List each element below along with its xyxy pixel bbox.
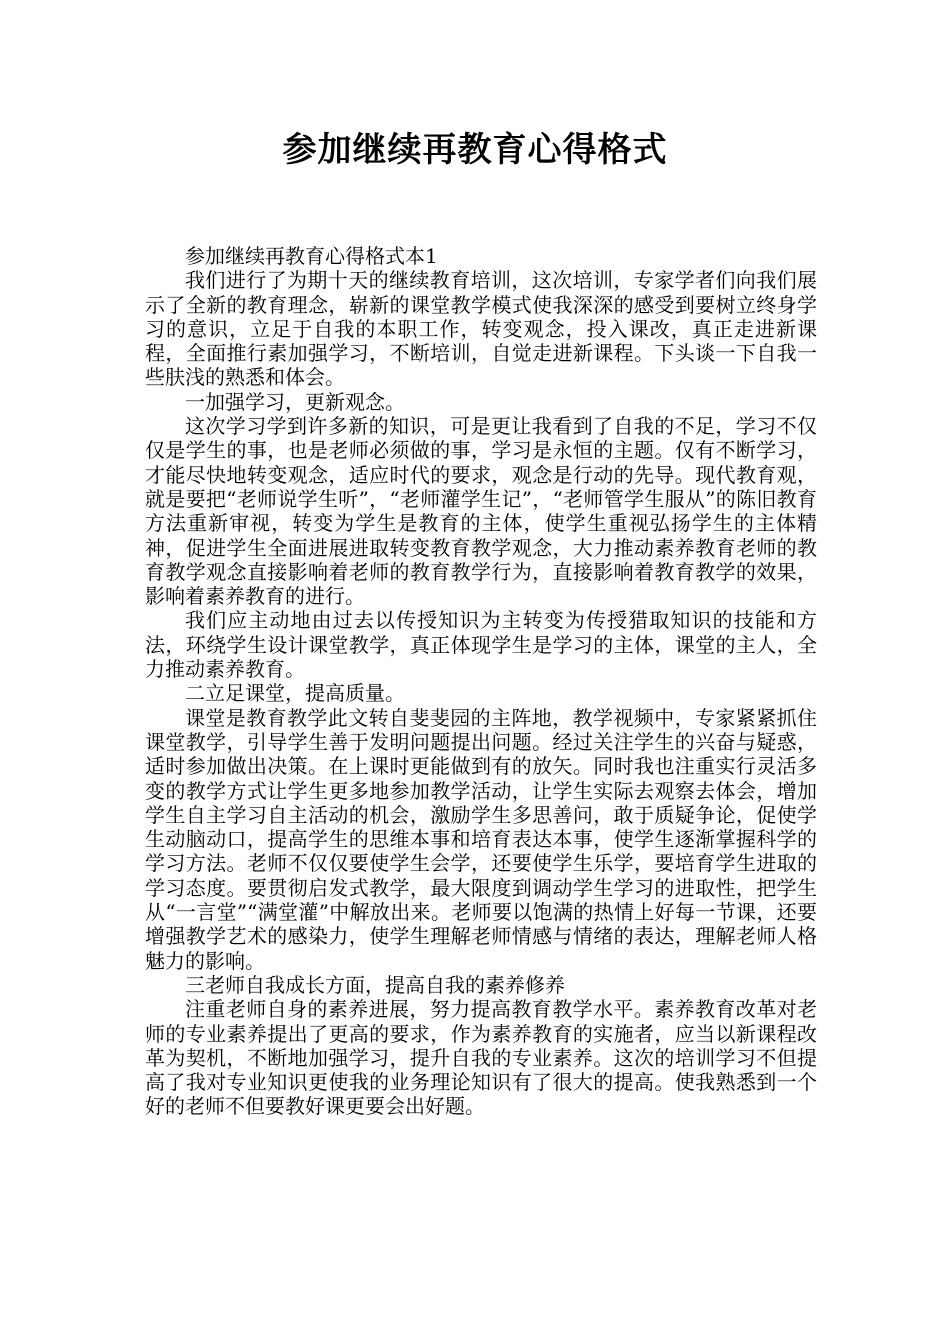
body-paragraph: 课堂是教育教学此文转自斐斐园的主阵地，教学视频中，专家紧紧抓住课堂教学，引导学生善于发明问题提出问题。经过关注学生的兴奋与疑惑，适时参加做出决策。在上课时更能做到有的放矢。同时我也注重实行灵活多变的教学方式让学生更多地参加教学活动，让学生实际去观察去体会，增加学生自主学习自主活动的机会，激励学生多思善问，敢于质疑争论，促使学生动脑动口，提高学生的思维本事和培育表达本事，使学生逐渐掌握科学的学习方法。老师不仅仅要使学生会学，还要使学生乐学，要培育学生进取的学习态度。要贯彻启发式教学，最大限度到调动学生学习的进取性，把学生从“一言堂”“满堂灌”中解放出来。老师要以饱满的热情上好每一节课，还要增强教学艺术的感染力，使学生理解老师情感与情绪的表达，理解老师人格魅力的影响。 bbox=[145, 705, 817, 973]
body-paragraph: 这次学习学到许多新的知识，可是更让我看到了自我的不足，学习不仅仅是学生的事，也是老师必须做的事，学习是永恒的主题。仅有不断学习，才能尽快地转变观念，适应时代的要求，观念是行动的先导。现代教育观，就是要把“老师说学生听”，“老师灌学生记”，“老师管学生服从”的陈旧教育方法重新审视，转变为学生是教育的主体，使学生重视弘扬学生的主体精神，促进学生全面进展进取转变教育教学观念，大力推动素养教育老师的教育教学观念直接影响着老师的教育教学行为，直接影响着教育教学的效果，影响着素养教育的进行。 bbox=[145, 414, 817, 609]
document-title: 参加继续再教育心得格式 bbox=[282, 130, 668, 170]
document-body bbox=[145, 244, 817, 1119]
body-paragraph: 注重老师自身的素养进展，努力提高教育教学水平。素养教育改革对老师的专业素养提出了更高的要求，作为素养教育的实施者，应当以新课程改革为契机，不断地加强学习，提升自我的专业素养。这次的培训学习不但提高了我对专业知识更使我的业务理论知识有了很大的提高。使我熟悉到一个好的老师不但要教好课更要会出好题。 bbox=[145, 997, 817, 1119]
section-heading: 三老师自我成长方面，提高自我的素养修养 bbox=[185, 972, 565, 997]
body-paragraph: 我们应主动地由过去以传授知识为主转变为传授猎取知识的技能和方法，环绕学生设计课堂教学，真正体现学生是学习的主体，课堂的主人，全力推动素养教育。 bbox=[145, 608, 817, 682]
section-heading: 一加强学习，更新观念。 bbox=[185, 389, 405, 414]
body-paragraph: 我们进行了为期十天的继续教育培训，这次培训，专家学者们向我们展示了全新的教育理念，崭新的课堂教学模式使我深深的感受到要树立终身学习的意识，立足于自我的本职工作，转变观念，投入课改，真正走进新课程，全面推行素加强学习，不断培训，自觉走进新课程。下头谈一下自我一些肤浅的熟悉和体会。 bbox=[145, 268, 817, 390]
section-heading: 参加继续再教育心得格式本1 bbox=[185, 244, 438, 268]
section-heading: 二立足课堂，提高质量。 bbox=[185, 681, 405, 706]
